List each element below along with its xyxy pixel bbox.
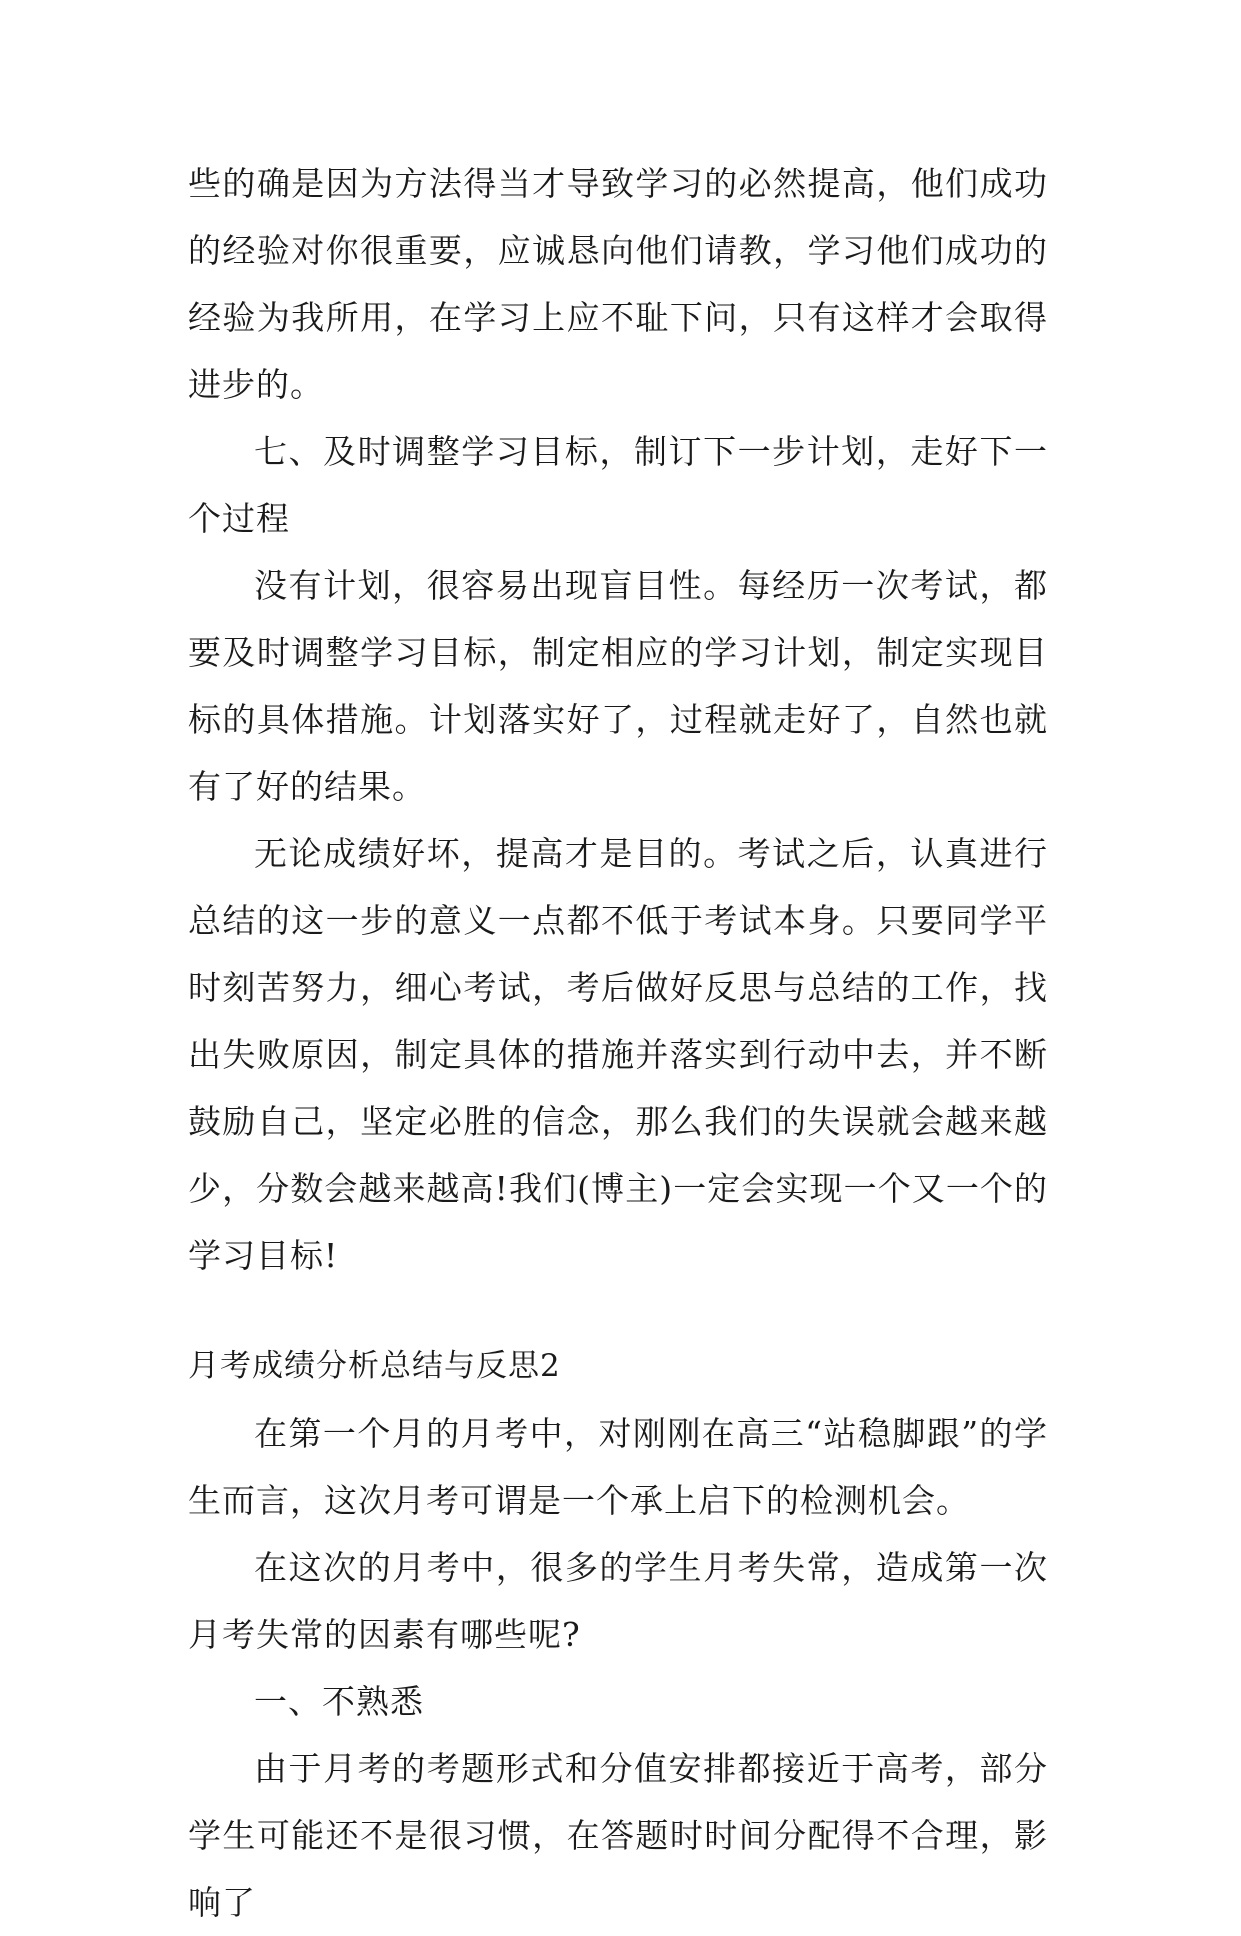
continuation-paragraph: 些的确是因为方法得当才导致学习的必然提高，他们成功的经验对你很重要，应诚恳向他们请教，学习他们成功的经验为我所用，在学习上应不耻下问，只有这样才会取得进步的。 xyxy=(188,164,1048,404)
plan-paragraph: 没有计划，很容易出现盲目性。每经历一次考试，都要及时调整学习目标，制定相应的学习计划，制定实现目标的具体措施。计划落实好了，过程就走好了，自然也就有了好的结果。 xyxy=(188,566,1048,806)
conclusion-paragraph: 无论成绩好坏，提高才是目的。考试之后，认真进行总结的这一步的意义一点都不低于考试本身。只要同学平时刻苦努力，细心考试，考后做好反思与总结的工作，找出失败原因，制定具体的措施并落实到行动中去，并不断鼓励自己，坚定必胜的信念，那么我们的失误就会越来越少，分数会越来越高!我们(博主)一定会实现一个又一个的学习目标! xyxy=(188,834,1048,1275)
section-title: 月考成绩分析总结与反思2 xyxy=(188,1348,561,1384)
heading-one: 一、不熟悉 xyxy=(254,1682,424,1721)
heading-seven: 七、及时调整学习目标，制订下一步计划，走好下一个过程 xyxy=(188,432,1048,538)
section-spacer xyxy=(188,1289,1048,1333)
document-page xyxy=(188,150,1048,1936)
question-paragraph: 在这次的月考中，很多的学生月考失常，造成第一次月考失常的因素有哪些呢? xyxy=(188,1548,1048,1654)
intro-paragraph: 在第一个月的月考中，对刚刚在高三“站稳脚跟”的学生而言，这次月考可谓是一个承上启下的检测机会。 xyxy=(188,1414,1048,1520)
unfamiliar-paragraph: 由于月考的考题形式和分值安排都接近于高考，部分学生可能还不是很习惯，在答题时时间分配得不合理，影响了 xyxy=(188,1749,1048,1922)
